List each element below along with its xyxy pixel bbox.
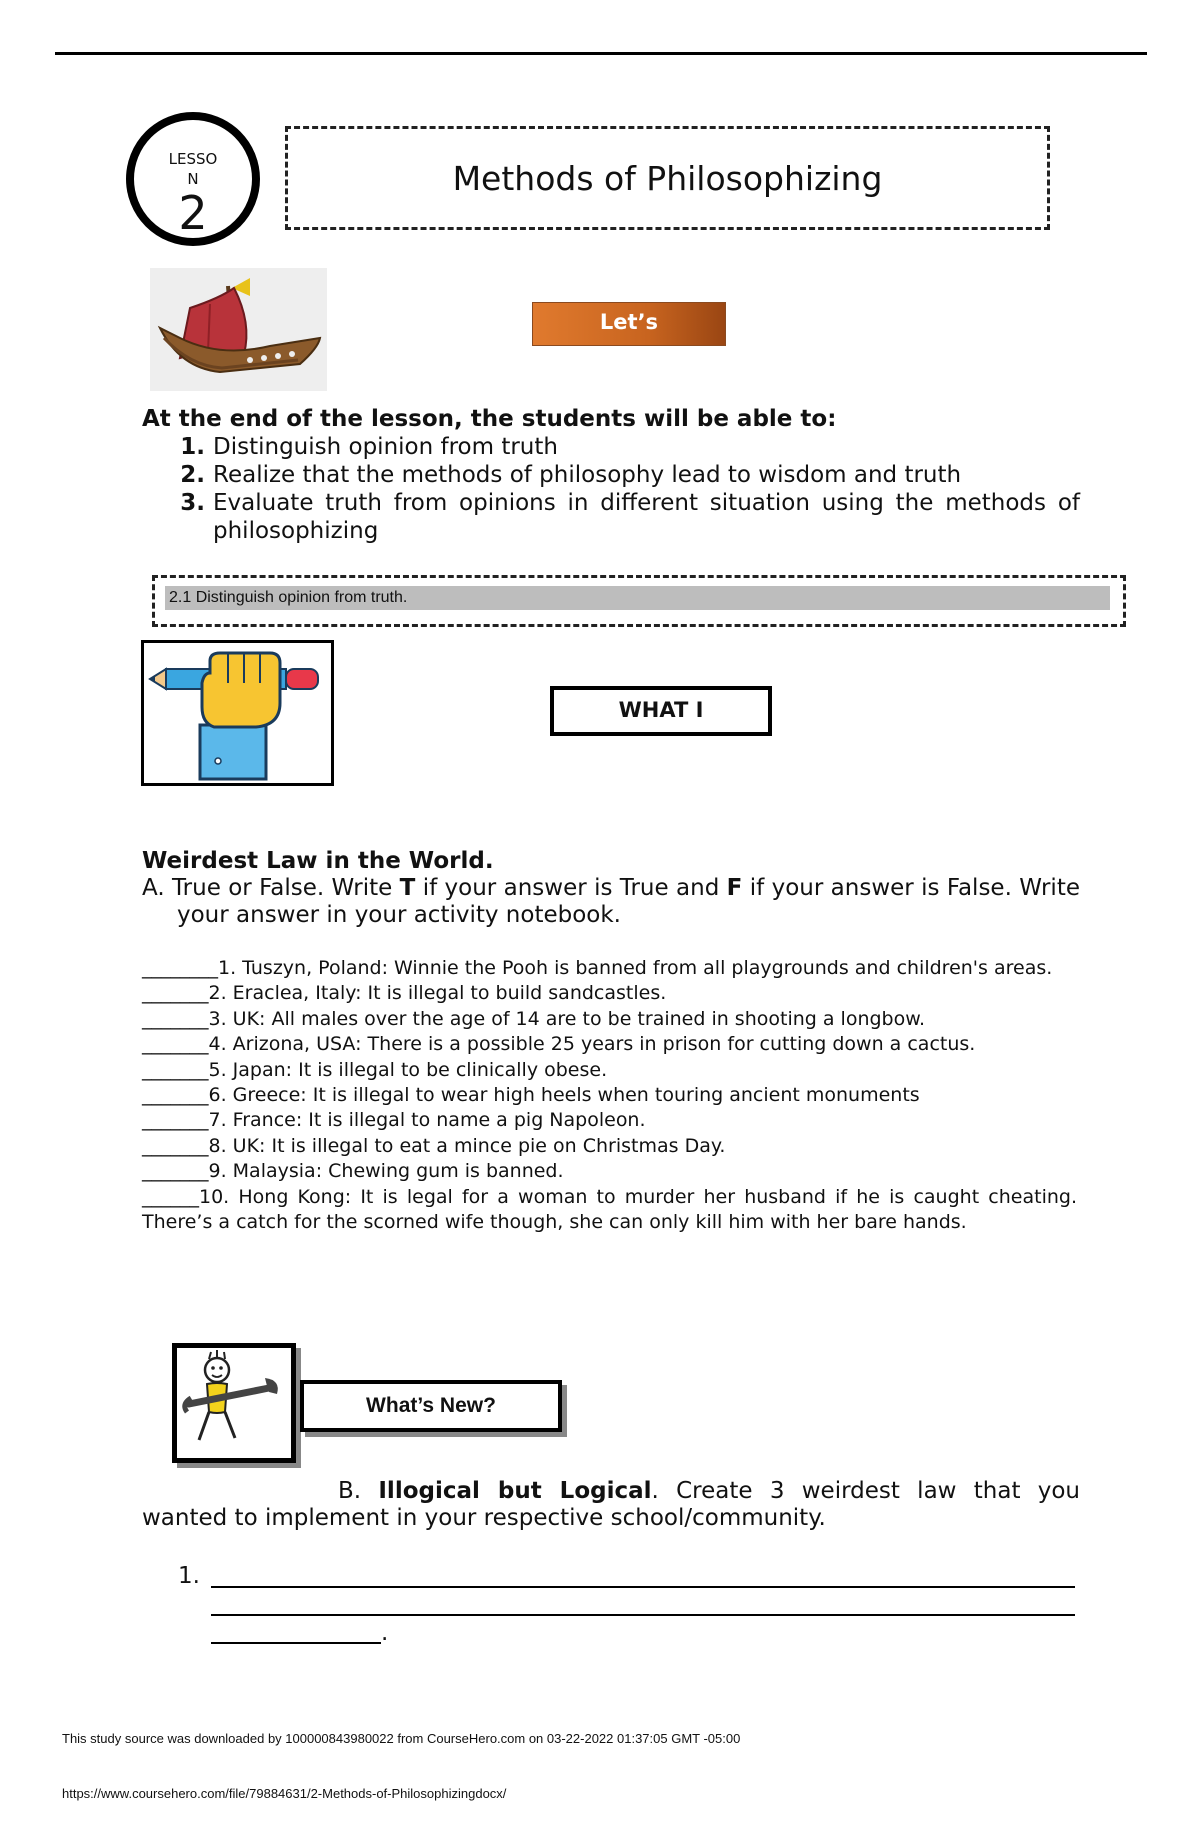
weirdest-law-heading: Weirdest Law in the World. xyxy=(142,848,494,874)
list-item: _______3. UK: All males over the age of 14 are to be trained in shooting a longbow. xyxy=(142,1007,926,1030)
part-b-prefix: B. xyxy=(338,1478,379,1504)
list-item: ______10. Hong Kong: It is legal for a woman to murder her husband if he is caught cheating. There’s a catch for the scorned wife though, she can only kill him with her bare hands. xyxy=(142,1185,1077,1234)
part-b-title: Illogical but Logical xyxy=(378,1478,652,1504)
lesson-word-line2: N xyxy=(187,170,199,188)
answer-line xyxy=(211,1614,1075,1616)
list-item: _______4. Arizona, USA: There is a possible 25 years in prison for cutting down a cactus. xyxy=(142,1033,976,1056)
lesson-title-text: Methods of Philosophizing xyxy=(452,158,883,198)
lets-label: Let’s xyxy=(599,310,659,334)
lets-banner xyxy=(532,302,726,346)
what-i-banner xyxy=(550,686,772,736)
objectives-heading: At the end of the lesson, the students will be able to: xyxy=(142,406,837,432)
what-i-label: WHAT I xyxy=(618,698,704,722)
weirdest-law-section xyxy=(142,848,1080,929)
instr-false-letter: F xyxy=(726,875,743,901)
lesson-number: 2 xyxy=(178,186,208,240)
answer-end-period: . xyxy=(381,1620,389,1646)
instr-part: A. True or False. Write xyxy=(142,875,400,901)
list-item: _______2. Eraclea, Italy: It is illegal to build sandcastles. xyxy=(142,982,667,1005)
answer-line xyxy=(211,1586,1075,1588)
learning-objectives xyxy=(142,405,1080,545)
objectives-list xyxy=(142,433,1080,545)
objective-box xyxy=(152,575,1126,627)
instr-true-letter: T xyxy=(399,875,416,901)
stick-figure-wrench-icon xyxy=(172,1343,296,1463)
objective-item: 3. Evaluate truth from opinions in different situation using the methods of philosophizing xyxy=(213,489,1080,545)
whats-new-banner xyxy=(300,1380,562,1432)
objective-item: 2. Realize that the methods of philosophy lead to wisdom and truth xyxy=(213,461,1080,489)
part-b-text: . Create 3 weirdest law that you wanted to implement in your respective school/community. xyxy=(142,1478,1081,1531)
list-item: _______8. UK: It is illegal to eat a mince pie on Christmas Day. xyxy=(142,1134,726,1157)
lesson-title xyxy=(285,126,1050,230)
list-item: _______9. Malaysia: Chewing gum is banned. xyxy=(142,1160,564,1183)
list-item: _______7. France: It is illegal to name a pig Napoleon. xyxy=(142,1109,646,1132)
objective-item: 1. Distinguish opinion from truth xyxy=(213,433,1080,461)
part-b-instructions xyxy=(142,1478,1080,1532)
objective-box-text: 2.1 Distinguish opinion from truth. xyxy=(165,586,1110,610)
list-item: _______6. Greece: It is illegal to wear high heels when touring ancient monuments xyxy=(142,1084,920,1107)
list-item: ________1. Tuszyn, Poland: Winnie the Pooh is banned from all playgrounds and children's areas. xyxy=(142,957,1053,979)
lesson-badge xyxy=(126,112,260,246)
download-notice: This study source was downloaded by 100000843980022 from CourseHero.com on 03-22-2022 01:37:05 GMT -05:00 xyxy=(62,1731,741,1746)
answer-number: 1. xyxy=(178,1563,200,1589)
true-false-instructions xyxy=(142,875,1080,929)
instr-part: if your answer is True and xyxy=(415,875,727,901)
source-url[interactable]: https://www.coursehero.com/file/79884631/2-Methods-of-Philosophizingdocx/ xyxy=(62,1786,507,1801)
hand-pencil-icon xyxy=(141,640,334,786)
whats-new-label: What’s New? xyxy=(366,1394,496,1417)
answer-line xyxy=(211,1642,381,1644)
lesson-word-line1: LESSO xyxy=(168,150,218,168)
list-item: _______5. Japan: It is illegal to be clinically obese. xyxy=(142,1058,608,1081)
ship-icon xyxy=(150,268,327,391)
instr-part: if your answer is False. Write your answer in your activity notebook. xyxy=(177,875,1080,928)
true-false-items xyxy=(142,956,1077,1235)
top-rule xyxy=(55,52,1147,55)
